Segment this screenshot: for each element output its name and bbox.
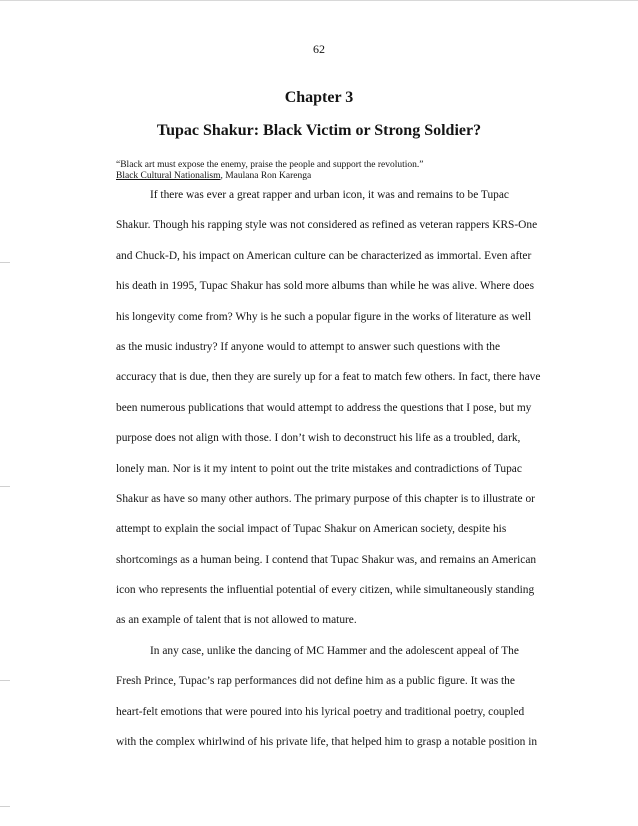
epigraph-source-title: Black Cultural Nationalism xyxy=(116,171,221,181)
epigraph-source-author: , Maulana Ron Karenga xyxy=(220,171,312,181)
paragraph-2-line: with the complex whirlwind of his private life, that helped him to grasp a notable position in xyxy=(116,736,538,749)
paragraph-1-line: Shakur as have so many other authors. The primary purpose of this chapter is to illustrate or xyxy=(116,492,535,505)
scan-top-edge xyxy=(0,0,638,1)
paragraph-1-line: and Chuck-D, his impact on American culture can be characterized as immortal. Even after xyxy=(116,249,532,262)
page-number: 62 xyxy=(313,42,325,56)
body-text xyxy=(116,180,578,757)
scan-margin-mark xyxy=(0,262,10,263)
chapter-title: Tupac Shakur: Black Victim or Strong Soldier? xyxy=(156,122,482,139)
paragraph-1-line: his longevity come from? Why is he such a popular figure in the works of literature as well xyxy=(116,310,532,323)
chapter-label: Chapter 3 xyxy=(284,89,354,106)
paragraph-1-line: purpose does not align with those. I don’t wish to deconstruct his life as a troubled, dark, xyxy=(116,432,521,445)
epigraph xyxy=(116,160,576,182)
paragraph-2-line: Fresh Prince, Tupac’s rap performances did not define him as a public figure. It was the xyxy=(116,675,515,688)
paragraph-1-line: his death in 1995, Tupac Shakur has sold more albums than while he was alive. Where does xyxy=(116,280,535,293)
scan-margin-mark xyxy=(0,680,10,681)
paragraph-1-line: If there was ever a great rapper and urban icon, it was and remains to be Tupac xyxy=(150,189,509,201)
epigraph-quote: “Black art must expose the enemy, praise the people and support the revolution.” xyxy=(116,160,424,170)
paragraph-1-line: shortcomings as a human being. I contend that Tupac Shakur was, and remains an American xyxy=(116,553,537,566)
paragraph-1-line: been numerous publications that would attempt to address the questions that I pose, but my xyxy=(116,401,532,414)
paragraph-1-line: icon who represents the influential potential of every citizen, while simultaneously standing xyxy=(116,584,535,597)
paragraph-1-line: as the music industry? If anyone would to attempt to answer such questions with the xyxy=(116,340,501,353)
paragraph-1-line: Shakur. Though his rapping style was not considered as refined as veteran rappers KRS-One xyxy=(116,219,538,232)
paragraph-1-line: attempt to explain the social impact of Tupac Shakur on American society, despite his xyxy=(116,523,507,536)
paragraph-2-line: heart-felt emotions that were poured into his lyrical poetry and traditional poetry, coupled xyxy=(116,705,525,718)
paragraph-1-line: lonely man. Nor is it my intent to point out the trite mistakes and contradictions of Tupac xyxy=(116,462,522,475)
paragraph-1-line: as an example of talent that is not allowed to mature. xyxy=(116,614,357,627)
paragraph-2-line: In any case, unlike the dancing of MC Hammer and the adolescent appeal of The xyxy=(150,644,519,657)
paragraph-1-line: accuracy that is due, then they are surely up for a feat to match few others. In fact, there have xyxy=(116,371,541,384)
scan-margin-mark xyxy=(0,486,10,487)
scan-margin-mark xyxy=(0,806,10,807)
